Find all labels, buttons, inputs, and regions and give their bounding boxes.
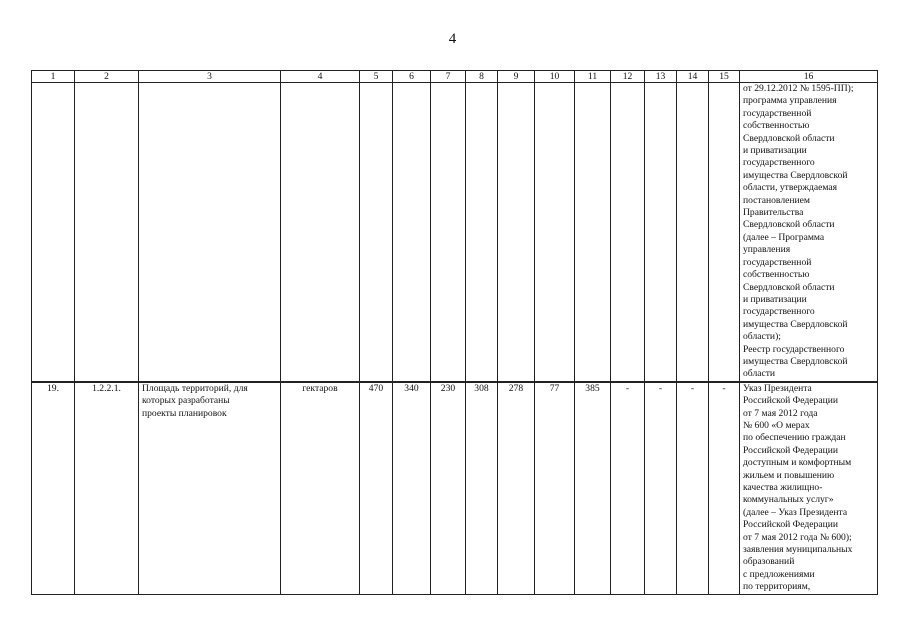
legal-basis-line: и приватизации: [743, 293, 807, 305]
legal-basis-line: Указ Президента: [743, 382, 812, 394]
column-header: 9: [498, 71, 535, 83]
legal-basis-line: управления: [743, 244, 791, 256]
column-header: 5: [360, 71, 393, 83]
column-header: 7: [431, 71, 466, 83]
legal-basis-line: и приватизации: [743, 145, 807, 157]
legal-basis-line: области: [743, 368, 776, 380]
legal-basis-line: государственного: [743, 306, 815, 318]
legal-basis-line: области);: [743, 331, 781, 343]
legal-basis-line: (далее – Программа: [743, 231, 825, 243]
document-table: [31, 70, 878, 595]
legal-basis-line: Российской Федерации: [743, 444, 838, 456]
column-header: 4: [281, 71, 360, 83]
row-number: 19.: [32, 382, 75, 594]
legal-basis-line: образований: [743, 556, 795, 568]
legal-basis-line: Российской Федерации: [743, 395, 838, 407]
column-number-row: [32, 71, 878, 83]
legal-basis-line: собственностью: [743, 120, 810, 132]
column-header: 6: [393, 71, 431, 83]
legal-basis-line: Реестр государственного: [743, 343, 845, 355]
value-cell: 278: [498, 382, 535, 594]
column-header: 15: [709, 71, 740, 83]
legal-basis-line: от 7 мая 2012 года № 600);: [743, 531, 852, 543]
legal-basis-line: Свердловской области: [743, 281, 835, 293]
legal-basis-line: имущества Свердловской: [743, 169, 848, 181]
legal-basis-line: программа управления: [743, 95, 837, 107]
column-header: 3: [139, 71, 281, 83]
value-cell: 77: [535, 382, 575, 594]
legal-basis-line: № 600 «О мерах: [743, 419, 810, 431]
value-cell: 470: [360, 382, 393, 594]
legal-basis-line: Свердловской области: [743, 132, 835, 144]
column-header: 2: [75, 71, 139, 83]
value-cell: 340: [393, 382, 431, 594]
table-row-continuation: [32, 83, 878, 382]
column-header: 10: [535, 71, 575, 83]
legal-basis-line: области, утверждаемая: [743, 182, 838, 194]
column-header: 16: [740, 71, 878, 83]
column-header: 11: [575, 71, 611, 83]
legal-basis-cell: [740, 83, 878, 382]
column-header: 1: [32, 71, 75, 83]
value-cell: -: [709, 382, 740, 594]
value-cell: 230: [431, 382, 466, 594]
value-cell: -: [677, 382, 709, 594]
legal-basis-line: с предложениями: [743, 568, 815, 580]
column-header: 13: [645, 71, 677, 83]
legal-basis-line: Правительства: [743, 207, 804, 219]
column-header: 14: [677, 71, 709, 83]
value-cell: -: [611, 382, 645, 594]
legal-basis-line: Свердловской области: [743, 219, 835, 231]
legal-basis-line: постановлением: [743, 194, 810, 206]
indicator-name: Площадь территорий, для которых разработаны проекты планировок: [139, 382, 281, 594]
value-cell: 385: [575, 382, 611, 594]
legal-basis-line: имущества Свердловской: [743, 318, 848, 330]
page-number: 4: [448, 31, 457, 47]
legal-basis-cell: [740, 382, 878, 594]
legal-basis-line: Российской Федерации: [743, 519, 838, 531]
legal-basis-line: (далее – Указ Президента: [743, 506, 848, 518]
legal-basis-line: собственностью: [743, 269, 810, 281]
legal-basis-line: качества жилищно-: [743, 482, 823, 493]
legal-basis-line: заявления муниципальных: [743, 544, 853, 556]
column-header: 12: [611, 71, 645, 83]
legal-basis-line: государственного: [743, 157, 815, 169]
legal-basis-line: от 7 мая 2012 года: [743, 407, 818, 419]
unit-of-measure: гектаров: [281, 382, 360, 594]
value-cell: -: [645, 382, 677, 594]
legal-basis-line: от 29.12.2012 № 1595-ПП);: [743, 83, 854, 94]
legal-basis-line: жильем и повышению: [743, 469, 835, 481]
value-cell: 308: [466, 382, 498, 594]
column-header: 8: [466, 71, 498, 83]
legal-basis-line: по обеспечению граждан: [743, 432, 846, 444]
legal-basis-line: имущества Свердловской: [743, 355, 848, 367]
legal-basis-line: по территориям,: [743, 581, 811, 593]
legal-basis-line: коммунальных услуг»: [743, 494, 834, 506]
table-row-19: [32, 382, 878, 594]
indicator-code: 1.2.2.1.: [75, 382, 139, 594]
legal-basis-line: государственной: [743, 256, 812, 268]
legal-basis-line: государственной: [743, 107, 812, 119]
legal-basis-line: доступным и комфортным: [743, 457, 852, 469]
